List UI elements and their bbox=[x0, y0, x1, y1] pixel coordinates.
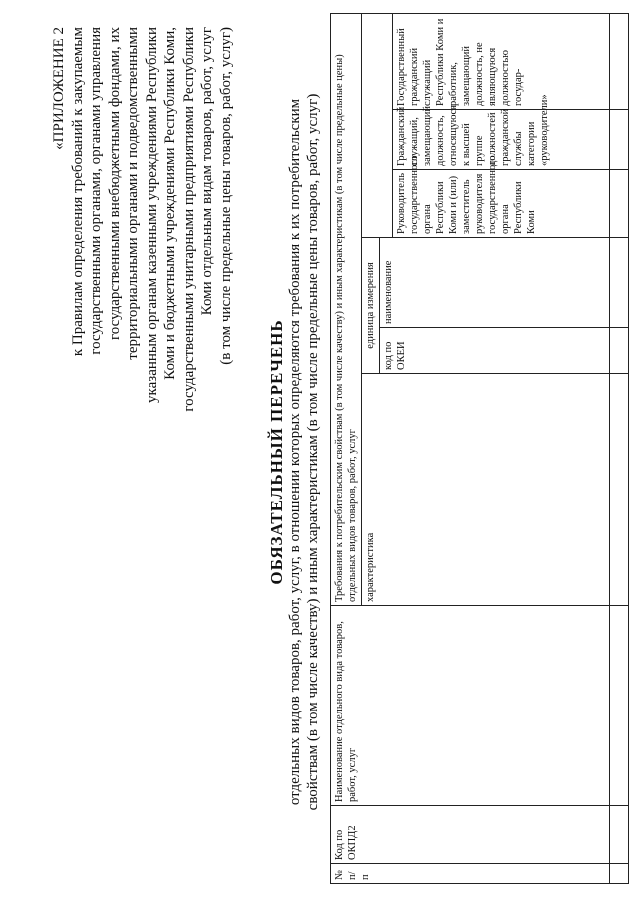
table-cell bbox=[610, 374, 629, 606]
appendix-line: Коми отдельным видам товаров, работ, услуг bbox=[199, 27, 215, 316]
appendix-line: (в том числе предельные цены товаров, работ, услуг) bbox=[217, 27, 234, 365]
header-item-name: Наименование отдельного вида товаров, работ, услуг bbox=[331, 606, 610, 806]
appendix-line: к Правилам определения требований к закупаемым bbox=[69, 27, 86, 357]
appendix-line: государственными органами, органами управления bbox=[88, 27, 104, 355]
header-requirements: Требования к потребительским свойствам (в том числе качеству) и иным характеристикам (в том числе предельные цены) отдельных видов товаров, работ, услуг bbox=[331, 14, 362, 606]
header-value-civil-servant: Государственный гражданский служащий Республики Коми и работник, замещающий должность, не являющуюся должностью государ- bbox=[393, 14, 610, 110]
appendix-line: Коми и бюджетными учреждениями Республики Коми, bbox=[162, 27, 178, 380]
table-cell bbox=[610, 14, 629, 110]
header-value-head-of-agency: Руководитель государственного органа Республики Коми и (или) заместитель руководителя государственного органа Республики Коми bbox=[393, 170, 610, 238]
table-cell bbox=[610, 864, 629, 884]
table-cell bbox=[610, 606, 629, 806]
appendix-line: указанным органам казенными учреждениями Республики bbox=[143, 27, 160, 403]
requirements-table bbox=[330, 13, 629, 884]
table-row bbox=[610, 14, 629, 884]
table-cell bbox=[610, 238, 629, 328]
appendix-line: территориальными органами и подведомственными bbox=[125, 27, 141, 360]
header-row-number: № п/п bbox=[331, 864, 610, 884]
header-okei-code: код по ОКЕИ bbox=[380, 328, 610, 374]
header-unit: единица измерения bbox=[362, 238, 380, 374]
appendix-line: «ПРИЛОЖЕНИЕ 2 bbox=[51, 27, 67, 150]
table-cell bbox=[610, 170, 629, 238]
header-unit-name: наименование bbox=[380, 238, 610, 328]
table-cell bbox=[610, 110, 629, 170]
rotated-document-page bbox=[20, 12, 620, 892]
document-subtitle bbox=[286, 52, 322, 852]
header-okpd-code: Код по ОКПД2 bbox=[331, 806, 610, 864]
appendix-header bbox=[50, 27, 235, 692]
header-value-empty bbox=[362, 14, 393, 238]
header-characteristic: характеристика bbox=[362, 374, 610, 606]
subtitle-line: свойствам (в том числе качеству) и иным характеристикам (в том числе предельные цены товаров, работ, услуг) bbox=[305, 93, 321, 811]
header-value-senior-civil-servant: Гражданский служащий, замещающий должность, относящуюся к высшей группе должностей гражданской службы категории «руководители» bbox=[393, 110, 610, 170]
subtitle-line: отдельных видов товаров, работ, услуг, в отношении которых определяются требования к их потребительским bbox=[287, 98, 303, 806]
document-title: ОБЯЗАТЕЛЬНЫЙ ПЕРЕЧЕНЬ bbox=[267, 319, 286, 585]
table-cell bbox=[610, 328, 629, 374]
appendix-line: государственными унитарными предприятиями Республики bbox=[180, 27, 197, 412]
appendix-line: государственными внебюджетными фондами, их bbox=[106, 27, 123, 341]
table-cell bbox=[610, 806, 629, 864]
